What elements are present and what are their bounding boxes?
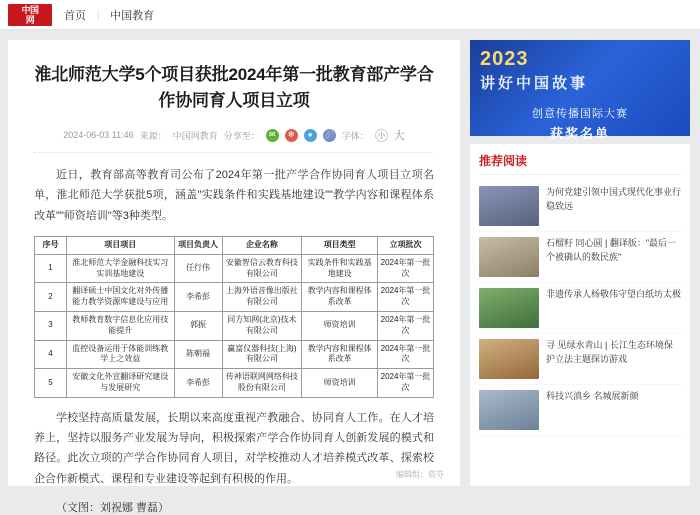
thumbnail-image	[479, 339, 539, 379]
table-cell: 4	[35, 340, 67, 369]
thumbnail-image	[479, 237, 539, 277]
table-cell: 李希彭	[174, 369, 222, 398]
banner-line-1: 创意传播国际大赛	[532, 108, 628, 120]
list-item[interactable]	[479, 385, 681, 436]
table-header-cell: 企业名称	[222, 237, 302, 255]
table-cell: 赢富仪器科技(上海)有限公司	[222, 340, 302, 369]
site-logo-line2: 网	[25, 14, 35, 25]
breadcrumb	[64, 7, 154, 23]
table-cell: 安徽智信云教育科技有限公司	[222, 254, 302, 283]
list-item[interactable]	[479, 334, 681, 385]
list-item-title: 科技兴滇乡 名城展新颜	[546, 391, 639, 401]
wechat-icon[interactable]: ✉	[266, 129, 279, 142]
table-cell: 1	[35, 254, 67, 283]
recommend-panel	[470, 144, 690, 486]
article-signature: （文图：刘祝娜 曹磊）	[56, 502, 170, 515]
breadcrumb-separator: ｜	[93, 10, 104, 22]
table-cell: 教学内容和课程体系改革	[302, 340, 378, 369]
table-cell: 教师教育数字信息化应用技能提升	[66, 312, 174, 341]
right-sidebar	[470, 40, 690, 486]
list-item-title: 非遗传承人杨敬伟守望白纸坊太极	[546, 289, 682, 299]
banner-year: 2023	[480, 48, 529, 70]
promo-banner[interactable]	[470, 40, 690, 141]
banner-title-cn: 讲好中国故事	[480, 75, 589, 92]
list-item-title: 石榴籽 同心圆 | 翻译版："最后一个被确认的数民族"	[546, 238, 677, 262]
breadcrumb-item-home[interactable]: 首页	[64, 9, 86, 22]
table-cell: 2024年第一批次	[378, 283, 434, 312]
table-cell: 任行伟	[174, 254, 222, 283]
source-name[interactable]: 中国网教育	[172, 130, 218, 141]
table-cell: 郭振	[174, 312, 222, 341]
recommend-heading: 推荐阅读	[479, 152, 681, 175]
table-row	[35, 283, 434, 312]
table-row	[35, 340, 434, 369]
page-body	[0, 30, 700, 515]
publish-date: 2024-06-03 11:46	[63, 130, 134, 140]
article-paragraph-2: 学校坚持高质量发展，长期以来高度重视产教融合、协同育人工作。在人才培养上，坚持以服务产业发展为导向，积极探索产学合作协同育人创新发展的模式和路径。此次立项的产学合作协同育人项目，对学校推动人才培养模式改革、探索校企合作新模式、课程和专业建设等起到有积极的作用。	[34, 411, 434, 485]
qq-icon[interactable]: ●	[304, 129, 317, 142]
list-item[interactable]	[479, 283, 681, 334]
link-icon[interactable]: 🔗	[323, 129, 336, 142]
article-meta	[34, 127, 434, 153]
share-label: 分享至：	[223, 130, 260, 141]
table-cell: 3	[35, 312, 67, 341]
project-table	[34, 236, 434, 398]
table-cell: 李希彭	[174, 283, 222, 312]
table-header-row	[35, 237, 434, 255]
article-paragraph-1: 近日，教育部高等教育司公布了2024年第一批产学合作协同育人项目立项名单，淮北师范大学获批5项，涵盖"实践条件和实践基地建设""教学内容和课程体系改革""师资培训"等3种类型。	[34, 169, 434, 222]
table-cell: 翻译硕士中国文化对外传播能力教学资源库建设与应用	[66, 283, 174, 312]
table-cell: 2	[35, 283, 67, 312]
site-logo[interactable]	[8, 4, 52, 26]
table-cell: 2024年第一批次	[378, 312, 434, 341]
thumbnail-image	[479, 186, 539, 226]
top-navigation-bar	[0, 0, 700, 30]
table-header-cell: 立项批次	[378, 237, 434, 255]
table-cell: 实践条件和实践基地建设	[302, 254, 378, 283]
list-item[interactable]	[479, 232, 681, 283]
table-row	[35, 312, 434, 341]
list-item-title: 寻 见绿水青山 | 长江生态环境保护立法主题探访游戏	[546, 340, 673, 364]
table-cell: 同方知网(北京)技术有限公司	[222, 312, 302, 341]
table-row	[35, 369, 434, 398]
thumbnail-image	[479, 390, 539, 430]
fontsize-small-button[interactable]: 小	[375, 129, 388, 142]
table-row	[35, 254, 434, 283]
list-item-title: 为何党建引领中国式现代化事业行稳致远	[546, 187, 682, 211]
table-header-cell: 项目项目	[66, 237, 174, 255]
breadcrumb-item-education[interactable]: 中国教育	[110, 9, 155, 22]
table-cell: 2024年第一批次	[378, 369, 434, 398]
table-cell: 师资培训	[302, 312, 378, 341]
table-cell: 安徽文化外宣翻译研究建设与发展研究	[66, 369, 174, 398]
source-label: 来源：	[139, 130, 167, 141]
fontsize-large-button[interactable]: 大	[393, 130, 405, 142]
table-header-cell: 项目负责人	[174, 237, 222, 255]
table-cell: 监控设备运用于体能训练教学上之效益	[66, 340, 174, 369]
table-cell: 上海外语音像出版社有限公司	[222, 283, 302, 312]
article-footnote: 编辑组：资芬	[396, 470, 444, 479]
table-cell: 教学内容和课程体系改革	[302, 283, 378, 312]
table-cell: 师资培训	[302, 369, 378, 398]
table-cell: 陈朝福	[174, 340, 222, 369]
banner-line-2: 获奖名单	[549, 126, 610, 141]
article-container	[8, 40, 460, 515]
weibo-icon[interactable]: ✻	[285, 129, 298, 142]
table-cell: 传神语联网网络科技股份有限公司	[222, 369, 302, 398]
table-header-cell: 项目类型	[302, 237, 378, 255]
thumbnail-image	[479, 288, 539, 328]
fontsize-label: 字体：	[341, 130, 369, 141]
list-item[interactable]	[479, 181, 681, 232]
table-cell: 2024年第一批次	[378, 254, 434, 283]
table-cell: 淮北师范大学金融科技实习实训基地建设	[66, 254, 174, 283]
table-cell: 5	[35, 369, 67, 398]
table-header-cell: 序号	[35, 237, 67, 255]
page-title: 淮北师范大学5个项目获批2024年第一批教育部产学合作协同育人项目立项	[34, 65, 434, 110]
table-cell: 2024年第一批次	[378, 340, 434, 369]
site-logo-line1: 中国	[21, 4, 39, 15]
